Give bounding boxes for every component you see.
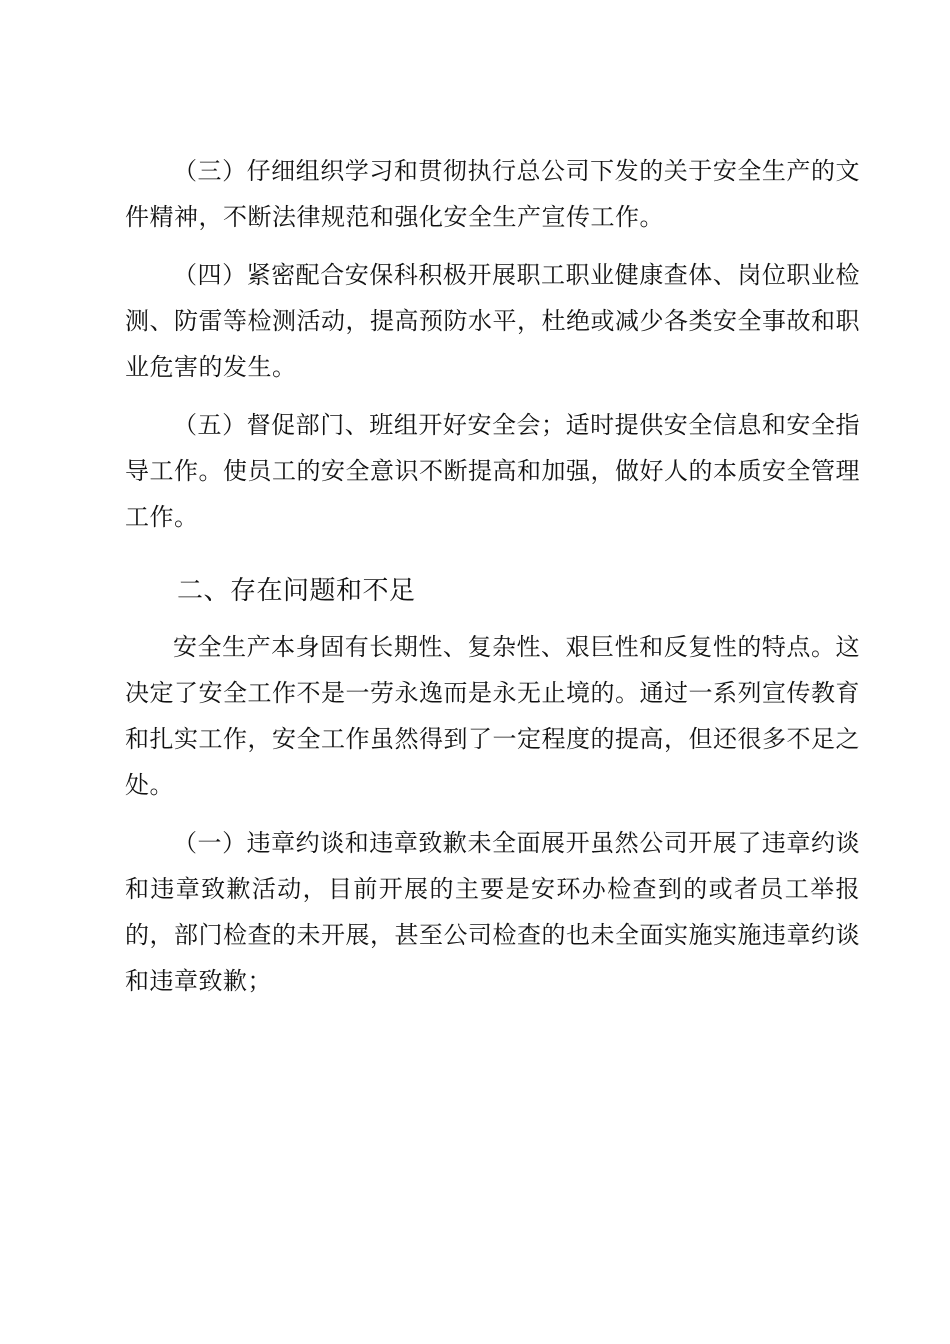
- section-heading: 二、存在问题和不足: [177, 576, 416, 606]
- paragraph-item-one: （一）违章约谈和违章致歉未全面展开虽然公司开展了违章约谈和违章致歉活动，目前开展的主要是安环办检查到的或者员工举报的，部门检查的未开展，甚至公司检查的也未全面实施实施违章约谈和违章致歉；: [125, 829, 860, 995]
- paragraph-item-five: （五）督促部门、班组开好安全会；适时提供安全信息和安全指导工作。使员工的安全意识不断提高和加强，做好人的本质安全管理工作。: [125, 411, 860, 531]
- paragraph-item-four: （四）紧密配合安保科积极开展职工职业健康查体、岗位职业检测、防雷等检测活动，提高预防水平，杜绝或减少各类安全事故和职业危害的发生。: [125, 261, 860, 381]
- paragraph-item-three: （三）仔细组织学习和贯彻执行总公司下发的关于安全生产的文件精神，不断法律规范和强化安全生产宣传工作。: [125, 157, 860, 231]
- paragraph-intro: 安全生产本身固有长期性、复杂性、艰巨性和反复性的特点。这决定了安全工作不是一劳永逸而是永无止境的。通过一系列宣传教育和扎实工作，安全工作虽然得到了一定程度的提高，但还很多不足之处。: [125, 633, 860, 799]
- document-body: [125, 148, 860, 1004]
